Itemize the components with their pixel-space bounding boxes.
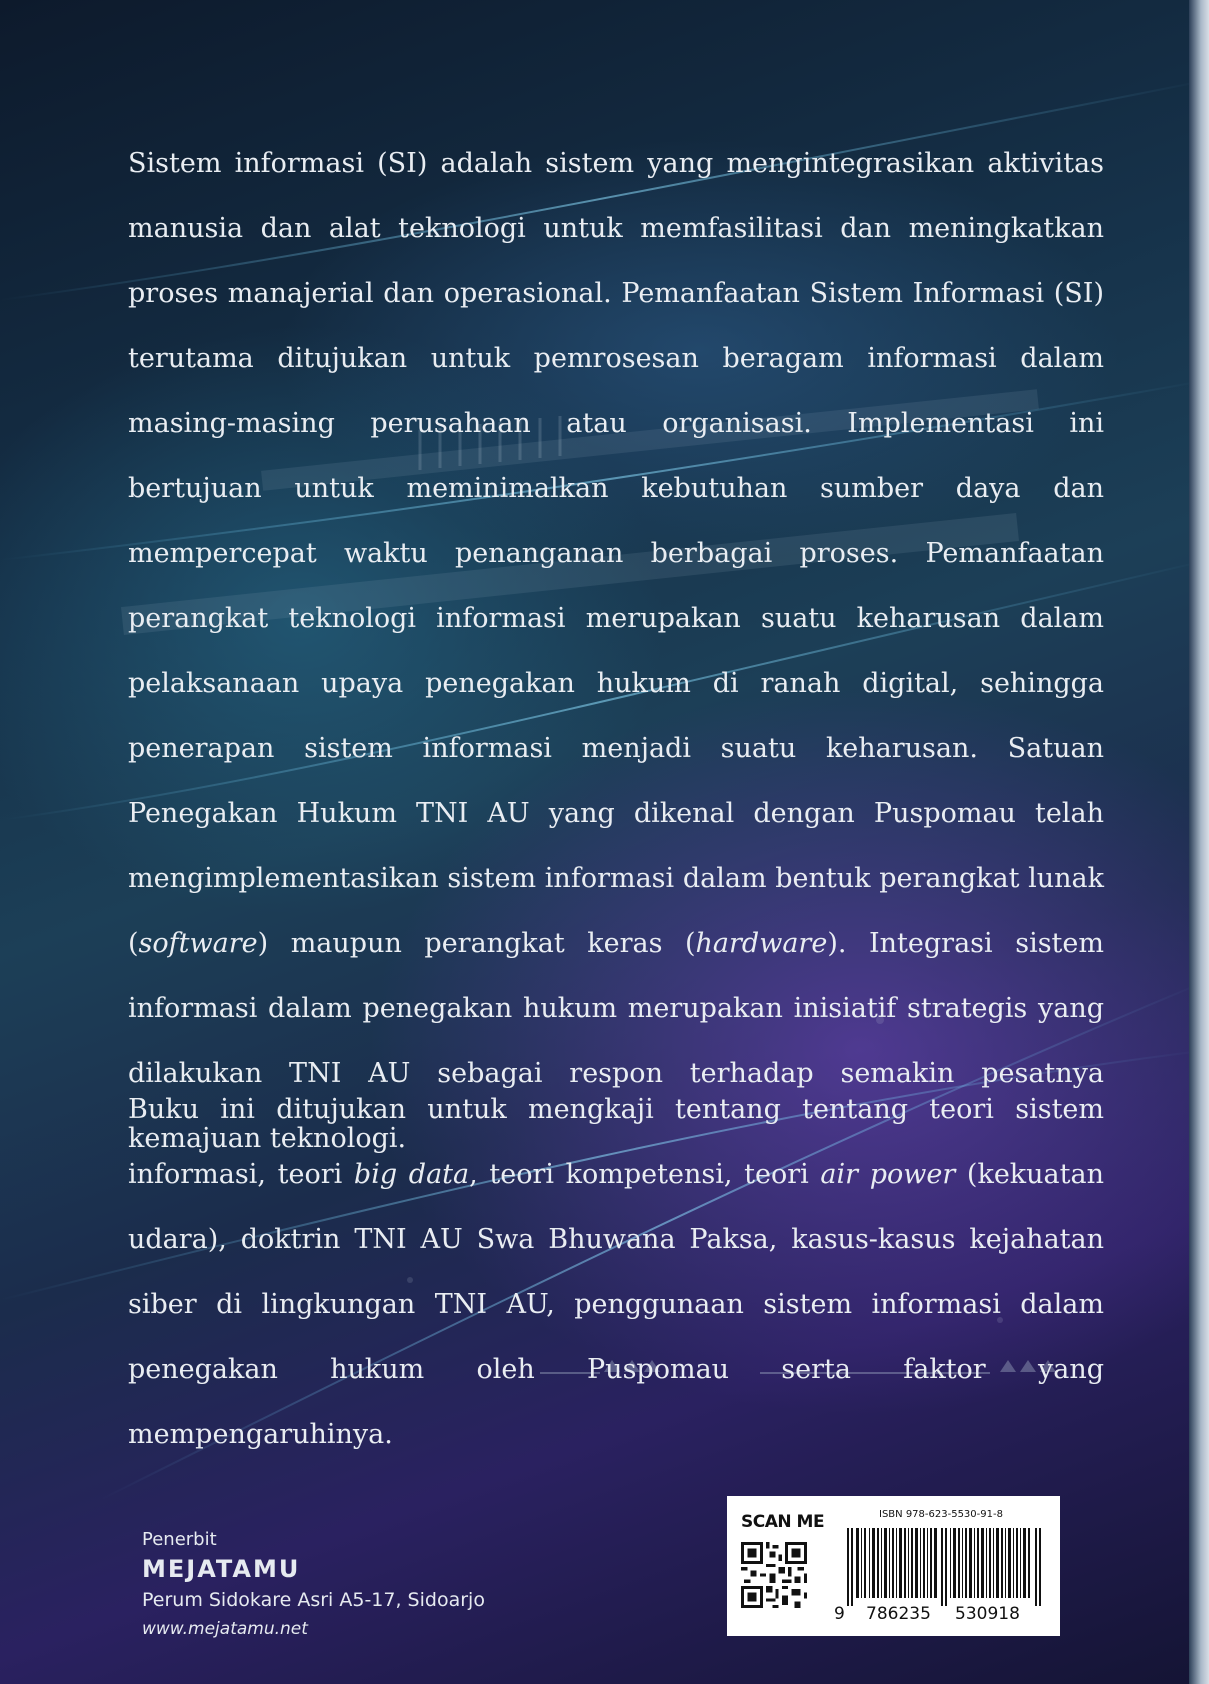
ean-group-1: 786235 <box>866 1604 931 1624</box>
blurb-paragraph-1 <box>128 131 1104 1171</box>
publisher-label: Penerbit <box>142 1529 217 1550</box>
blurb-paragraph-1-part-2: ) maupun perangkat keras ( <box>257 928 696 959</box>
ean-group-2: 530918 <box>955 1604 1020 1624</box>
blurb-paragraph-1-part-3: ). Integrasi sistem informasi dalam penegakan hukum merupakan inisiatif strategis yang dilakukan TNI AU sebagai respon terhadap semakin pesatnya kemajuan teknologi. <box>128 928 1104 1154</box>
blurb-paragraph-1-part-1: Sistem informasi (SI) adalah sistem yang mengintegrasikan aktivitas manusia dan alat teknologi untuk memfasilitasi dan meningkatkan proses manajerial dan operasional. Pemanfaatan Sistem Informasi (SI) terutama ditujukan untuk pemrosesan beragam informasi dalam masing-masing perusahaan atau organisasi. Implementasi ini bertujuan untuk meminimalkan kebutuhan sumber daya dan mempercepat waktu penanganan berbagai proses. Pemanfaatan perangkat teknologi informasi merupakan suatu keharusan dalam pelaksanaan upaya penegakan hukum di ranah digital, sehingga penerapan sistem informasi menjadi suatu keharusan. Satuan Penegakan Hukum TNI AU yang dikenal dengan Puspomau telah mengimplementasikan sistem informasi dalam bentuk perangkat lunak ( <box>128 148 1104 959</box>
ean-first-digit: 9 <box>834 1604 845 1624</box>
publisher-website: www.mejatamu.net <box>142 1619 308 1639</box>
blurb-paragraph-2-part-2: , teori kompetensi, teori <box>469 1159 821 1190</box>
blurb-italic-hardware: hardware <box>695 928 828 959</box>
blurb-paragraph-2-part-3: (kekuatan udara), doktrin TNI AU Swa Bhuwana Paksa, kasus-kasus kejahatan siber di lingkungan TNI AU, penggunaan sistem informasi dalam penegakan hukum oleh Puspomau serta faktor yang mempengaruhinya. <box>128 1159 1104 1450</box>
qr-code-icon <box>741 1542 807 1608</box>
barcode-icon <box>845 1528 1045 1606</box>
blurb-italic-big-data: big data <box>353 1159 470 1190</box>
blurb-italic-air-power: air power <box>820 1159 956 1190</box>
isbn-number: ISBN 978-623-5530-91-8 <box>879 1509 1003 1520</box>
publisher-info <box>142 1527 485 1643</box>
blurb-italic-software: software <box>138 928 258 959</box>
blurb-paragraph-2 <box>128 1077 1104 1467</box>
spine-edge <box>1189 0 1209 1684</box>
publisher-address: Perum Sidokare Asri A5-17, Sidoarjo <box>142 1589 485 1611</box>
scan-me-label: SCAN ME <box>741 1512 825 1532</box>
blurb-paragraph-2-part-1: Buku ini ditujukan untuk mengkaji tentang tentang teori sistem informasi, teori <box>128 1094 1104 1190</box>
publisher-name: MEJATAMU <box>142 1555 301 1583</box>
barcode-panel <box>727 1496 1060 1636</box>
